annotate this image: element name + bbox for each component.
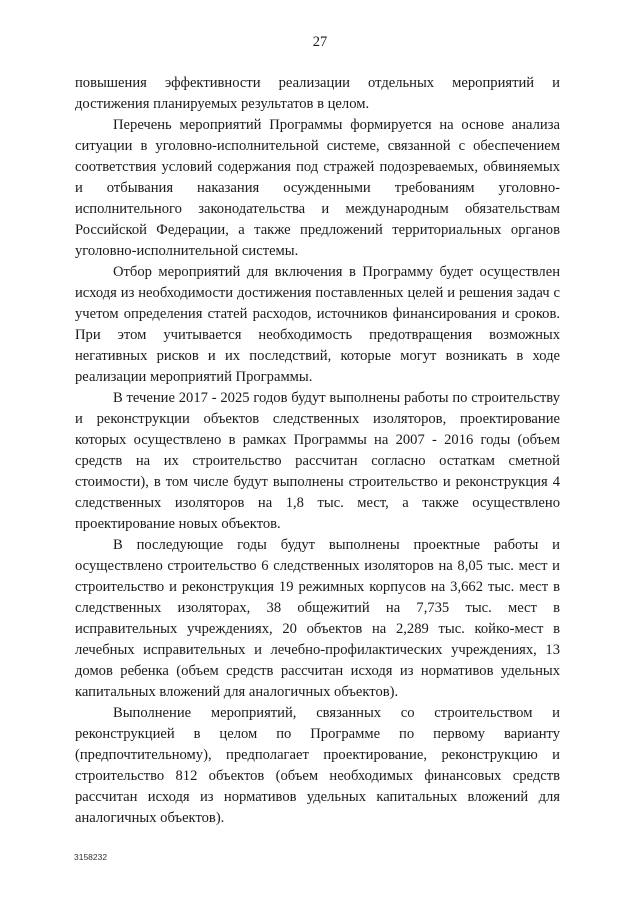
paragraph-2017-2025: В течение 2017 - 2025 годов будут выполнены работы по строительству и реконструкции объектов следственных изоляторов, проектирование которых осуществлено в рамках Программы на 2007 - 2016 годы (объем средств на их строительство рассчитан согласно остаткам сметной стоимости), в том числе будут выполнены строительство и реконструкция 4 следственных изоляторов на 1,8 тыс. мест, а также осуществлено проектирование новых объектов. xyxy=(75,390,560,532)
paragraph-selection: Отбор мероприятий для включения в Программу будет осуществлен исходя из необходимости достижения поставленных целей и решения задач с учетом определения статей расходов, источников финансирования и сроков. При этом учитывается необходимость предотвращения возможных негативных рисков и их последствий, которые могут возникать в ходе реализации мероприятий Программы. xyxy=(75,264,560,385)
document-body xyxy=(75,73,560,829)
paragraph-implementation: Выполнение мероприятий, связанных со строительством и реконструкцией в целом по Программе по первому варианту (предпочтительному), предполагает проектирование, реконструкцию и строительство 812 объектов (объем необходимых финансовых средств рассчитан исходя из нормативов удельных капитальных вложений для аналогичных объектов). xyxy=(75,705,560,826)
page-number: 27 xyxy=(312,34,328,50)
paragraph-measures-list: Перечень мероприятий Программы формируется на основе анализа ситуации в уголовно-исполнительной системе, связанной с обеспечением соответствия условий содержания под стражей подозреваемых, обвиняемых и отбывания наказания осужденными требованиям уголовно-исполнительного законодательства и международным обязательствам Российской Федерации, а также предложений территориальных органов уголовно-исполнительной системы. xyxy=(75,117,560,259)
document-code: 3158232 xyxy=(74,852,108,862)
paragraph-continuation: повышения эффективности реализации отдельных мероприятий и достижения планируемых результатов в целом. xyxy=(75,75,560,112)
paragraph-subsequent-years: В последующие годы будут выполнены проектные работы и осуществлено строительство 6 следственных изоляторов на 8,05 тыс. мест и строительство и реконструкция 19 режимных корпусов на 3,662 тыс. мест в следственных изоляторах, 38 общежитий на 7,735 тыс. мест в исправительных учреждениях, 20 объектов на 2,289 тыс. койко-мест в лечебных исправительных и лечебно-профилактических учреждениях, 13 домов ребенка (объем средств рассчитан исходя из нормативов удельных капитальных вложений для аналогичных объектов). xyxy=(75,537,560,700)
